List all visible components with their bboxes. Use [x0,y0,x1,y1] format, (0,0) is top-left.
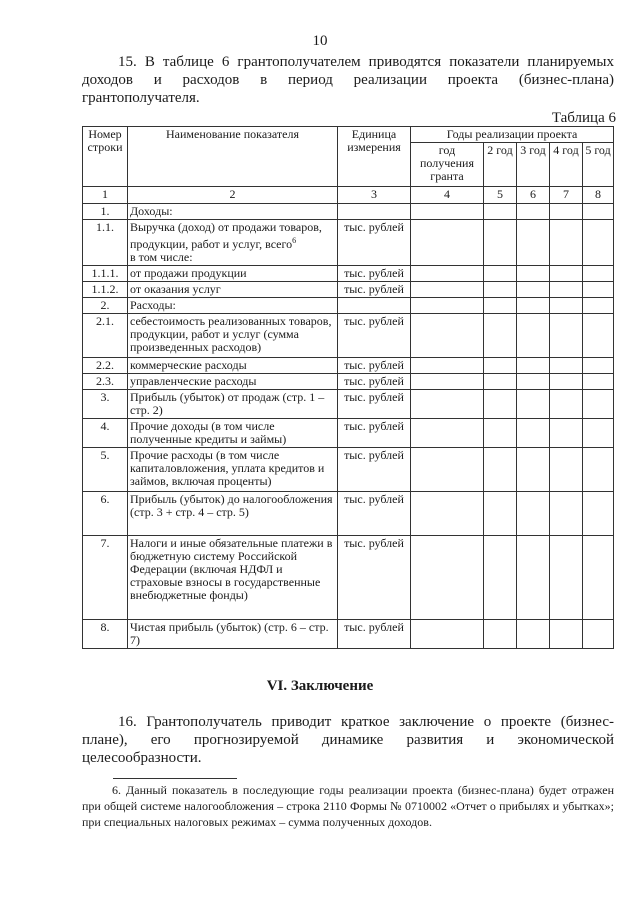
year-value-cell[interactable] [517,419,550,448]
table-row [83,298,614,314]
year-value-cell[interactable] [550,266,583,282]
unit-cell: тыс. рублей [338,448,411,492]
unit-cell: тыс. рублей [338,220,411,266]
indicator-name [128,374,338,390]
year-value-cell[interactable] [517,314,550,358]
year-value-cell[interactable] [411,536,484,620]
year-value-cell[interactable] [411,374,484,390]
indicator-name-text: от продажи продукции [130,266,247,280]
year-value-cell[interactable] [411,314,484,358]
column-number: 2 [128,187,338,204]
row-number: 1.1.2. [83,282,128,298]
year-value-cell[interactable] [583,448,614,492]
row-number: 2.3. [83,374,128,390]
indicator-name-text: Прочие доходы (в том числе полученные кредиты и займы) [130,419,287,446]
indicator-name-text: Расходы: [130,298,176,312]
row-number: 1.1.1. [83,266,128,282]
year-value-cell[interactable] [550,314,583,358]
indicator-name [128,492,338,536]
year-value-cell[interactable] [583,492,614,536]
table-row [83,282,614,298]
row-number: 2.2. [83,358,128,374]
year-value-cell[interactable] [583,536,614,620]
year-value-cell[interactable] [484,374,517,390]
row-number: 1.1. [83,220,128,266]
row-number: 5. [83,448,128,492]
indicator-name-text: коммерческие расходы [130,358,247,372]
unit-cell: тыс. рублей [338,282,411,298]
unit-cell: тыс. рублей [338,314,411,358]
paragraph-15: 15. В таблице 6 грантополучателем приводятся показатели планируемых доходов и расходов в период реализации проекта (бизнес-плана) грантополучателя. [82,54,614,106]
year-value-cell[interactable] [484,266,517,282]
year-value-cell[interactable] [583,266,614,282]
year-value-cell[interactable] [517,358,550,374]
header-row-number: Номер строки [83,127,128,187]
year-value-cell[interactable] [411,204,484,220]
column-number: 6 [517,187,550,204]
row-number: 8. [83,620,128,649]
year-value-cell[interactable] [484,220,517,266]
year-value-cell[interactable] [550,282,583,298]
indicator-name [128,358,338,374]
year-value-cell[interactable] [517,298,550,314]
column-number: 7 [550,187,583,204]
unit-cell: тыс. рублей [338,266,411,282]
page-number: 10 [312,33,328,49]
year-value-cell[interactable] [411,266,484,282]
header-year-3: 3 год [517,143,550,187]
year-value-cell[interactable] [411,220,484,266]
indicator-name [128,419,338,448]
year-value-cell[interactable] [583,220,614,266]
year-value-cell[interactable] [517,282,550,298]
indicator-name-text: себестоимость реализованных товаров, продукции, работ и услуг (сумма произведенных расходов) [130,314,332,354]
indicator-name-text: Прочие расходы (в том числе капиталовложения, уплата кредитов и займов, включая проценты) [130,448,325,488]
year-value-cell[interactable] [550,620,583,649]
year-value-cell[interactable] [583,282,614,298]
year-value-cell[interactable] [550,536,583,620]
year-value-cell[interactable] [550,448,583,492]
year-value-cell[interactable] [484,448,517,492]
unit-cell: тыс. рублей [338,620,411,649]
year-value-cell[interactable] [583,419,614,448]
indicator-name-text: управленческие расходы [130,374,257,388]
footnote-marker: 6 [292,236,297,245]
year-value-cell[interactable] [550,374,583,390]
year-value-cell[interactable] [517,620,550,649]
year-value-cell[interactable] [583,204,614,220]
indicator-name [128,204,338,220]
indicator-name [128,448,338,492]
year-value-cell[interactable] [484,419,517,448]
year-value-cell[interactable] [583,358,614,374]
footnote-separator [113,778,237,779]
unit-cell: тыс. рублей [338,358,411,374]
header-year-4: 4 год [550,143,583,187]
row-number: 7. [83,536,128,620]
column-number: 5 [484,187,517,204]
indicator-name [128,282,338,298]
year-value-cell[interactable] [484,298,517,314]
indicator-name [128,620,338,649]
year-value-cell[interactable] [484,204,517,220]
header-indicator-name: Наименование показателя [128,127,338,187]
table-row [83,536,614,620]
table-caption: Таблица 6 [551,110,616,126]
indicator-name-sub: в том числе: [130,250,193,264]
year-value-cell[interactable] [550,220,583,266]
year-value-cell[interactable] [411,298,484,314]
year-value-cell[interactable] [411,358,484,374]
row-number: 6. [83,492,128,536]
year-value-cell[interactable] [484,390,517,419]
table-row [83,266,614,282]
row-number: 3. [83,390,128,419]
year-value-cell[interactable] [517,536,550,620]
year-value-cell[interactable] [484,620,517,649]
year-value-cell[interactable] [411,620,484,649]
year-value-cell[interactable] [550,298,583,314]
year-value-cell[interactable] [411,390,484,419]
year-value-cell[interactable] [583,298,614,314]
year-value-cell[interactable] [484,536,517,620]
table-row [83,419,614,448]
unit-cell: тыс. рублей [338,492,411,536]
year-value-cell[interactable] [411,419,484,448]
indicator-name [128,266,338,282]
unit-cell: тыс. рублей [338,536,411,620]
table-row [83,448,614,492]
row-number: 2.1. [83,314,128,358]
indicator-name-text: Доходы: [130,204,173,218]
row-number: 2. [83,298,128,314]
year-value-cell[interactable] [517,220,550,266]
column-number: 4 [411,187,484,204]
year-value-cell[interactable] [517,448,550,492]
table-row [83,220,614,266]
column-number: 3 [338,187,411,204]
year-value-cell[interactable] [550,390,583,419]
unit-cell: тыс. рублей [338,390,411,419]
indicator-name-text: Выручка (доход) от продажи товаров, продукции, работ и услуг, всего [130,220,322,251]
unit-cell [338,298,411,314]
indicators-table [82,126,614,649]
year-value-cell[interactable] [517,390,550,419]
indicator-name [128,298,338,314]
row-number: 4. [83,419,128,448]
year-value-cell[interactable] [550,419,583,448]
year-value-cell[interactable] [583,620,614,649]
table-row [83,204,614,220]
paragraph-16: 16. Грантополучатель приводит краткое заключение о проекте (бизнес-плане), его прогнозируемой динамике развития и экономической целесообразности. [82,714,614,766]
year-value-cell[interactable] [583,314,614,358]
year-value-cell[interactable] [517,492,550,536]
year-value-cell[interactable] [583,374,614,390]
column-number: 1 [83,187,128,204]
table-row [83,374,614,390]
header-year-5: 5 год [583,143,614,187]
column-numbers-row [83,187,614,204]
header-year-2: 2 год [484,143,517,187]
row-number: 1. [83,204,128,220]
indicator-name-text: Прибыль (убыток) до налогообложения (стр. 3 + стр. 4 – стр. 5) [130,492,333,519]
table-row [83,358,614,374]
year-value-cell[interactable] [411,492,484,536]
unit-cell: тыс. рублей [338,374,411,390]
year-value-cell[interactable] [517,266,550,282]
indicator-name [128,314,338,358]
year-value-cell[interactable] [411,448,484,492]
indicator-name-text: от оказания услуг [130,282,221,296]
year-value-cell[interactable] [583,390,614,419]
year-value-cell[interactable] [411,282,484,298]
indicator-name-text: Прибыль (убыток) от продаж (стр. 1 – стр. 2) [130,390,325,417]
header-unit: Единица измерения [338,127,411,187]
year-value-cell[interactable] [550,204,583,220]
table-row [83,314,614,358]
section-title: VI. Заключение [266,678,374,694]
footnote: 6. Данный показатель в последующие годы реализации проекта (бизнес-плана) будет отражен при общей системе налогообложения – строка 2110 Формы № 0710002 «Отчет о прибылях и убытках»; при специальных налоговых режимах – сумма полученных доходов. [82,783,614,829]
table-row [83,492,614,536]
indicator-name-text: Чистая прибыль (убыток) (стр. 6 – стр. 7) [130,620,329,647]
indicator-name [128,220,338,266]
year-value-cell[interactable] [550,358,583,374]
year-value-cell[interactable] [517,204,550,220]
table-row [83,390,614,419]
indicator-name [128,390,338,419]
header-years-group: Годы реализации проекта [411,127,614,143]
table-row [83,620,614,649]
header-year-1: год получения гранта [411,143,484,187]
year-value-cell[interactable] [484,492,517,536]
year-value-cell[interactable] [484,282,517,298]
indicator-name-text: Налоги и иные обязательные платежи в бюджетную систему Российской Федерации (включая НДФЛ и страховые взносы в государственные внебюджетные фонды) [130,536,333,602]
year-value-cell[interactable] [484,358,517,374]
year-value-cell[interactable] [484,314,517,358]
unit-cell: тыс. рублей [338,419,411,448]
unit-cell [338,204,411,220]
year-value-cell[interactable] [517,374,550,390]
year-value-cell[interactable] [550,492,583,536]
column-number: 8 [583,187,614,204]
indicator-name [128,536,338,620]
